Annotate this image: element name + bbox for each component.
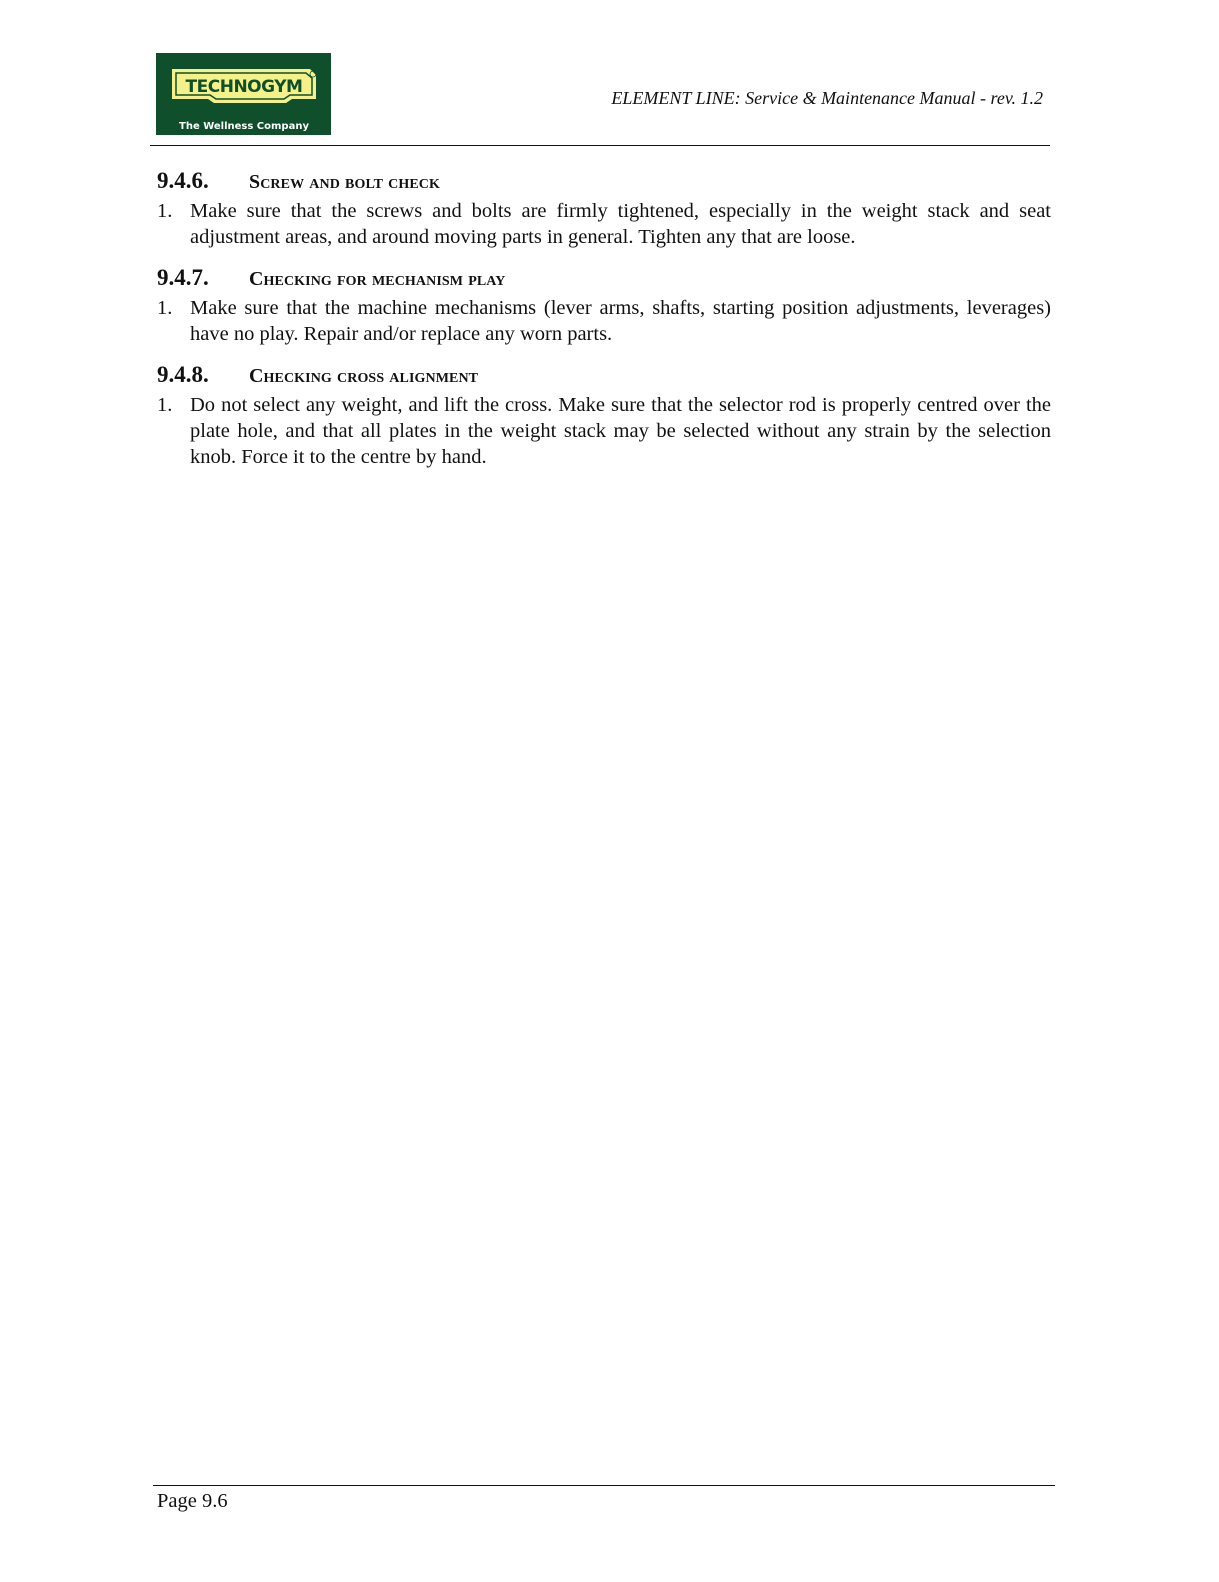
section-screw-bolt-check: [157, 168, 1051, 250]
step-list: [157, 295, 1051, 347]
section-title: Checking for mechanism play: [249, 268, 506, 290]
header-divider: [150, 145, 1050, 146]
svg-text:TECHNOGYM: TECHNOGYM: [185, 77, 303, 97]
step-text: Do not select any weight, and lift the cross. Make sure that the selector rod is properly centred over the plate hole, and that all plates in the weight stack may be selected without any strain by the selection knob. Force it to the centre by hand.: [190, 394, 1051, 468]
step-list: [157, 392, 1051, 470]
technogym-logo: [156, 53, 331, 135]
step-number: 1.: [157, 394, 173, 416]
step-number: 1.: [157, 297, 173, 319]
list-item: [157, 392, 1051, 470]
step-list: [157, 198, 1051, 250]
svg-text:The Wellness Company: The Wellness Company: [179, 121, 309, 132]
page-content: [157, 168, 1051, 485]
section-title: Checking cross alignment: [249, 365, 479, 387]
section-number: 9.4.8.: [157, 362, 209, 387]
section-number: 9.4.7.: [157, 265, 209, 290]
step-text: Make sure that the machine mechanisms (lever arms, shafts, starting position adjustments, leverages) have no play. Repair and/or replace any worn parts.: [190, 297, 1051, 345]
step-text: Make sure that the screws and bolts are firmly tightened, especially in the weight stack and seat adjustment areas, and around moving parts in general. Tighten any that are loose.: [190, 200, 1051, 248]
document-header-title: ELEMENT LINE: Service & Maintenance Manual - rev. 1.2: [611, 88, 1043, 108]
section-title: Screw and bolt check: [249, 171, 440, 193]
list-item: [157, 198, 1051, 250]
section-heading: [157, 168, 1051, 194]
section-number: 9.4.6.: [157, 168, 209, 193]
section-mechanism-play: [157, 265, 1051, 347]
section-heading: [157, 265, 1051, 291]
page-number: Page 9.6: [157, 1490, 228, 1512]
step-number: 1.: [157, 200, 173, 222]
section-cross-alignment: [157, 362, 1051, 470]
section-heading: [157, 362, 1051, 388]
list-item: [157, 295, 1051, 347]
footer-divider: [153, 1485, 1055, 1486]
